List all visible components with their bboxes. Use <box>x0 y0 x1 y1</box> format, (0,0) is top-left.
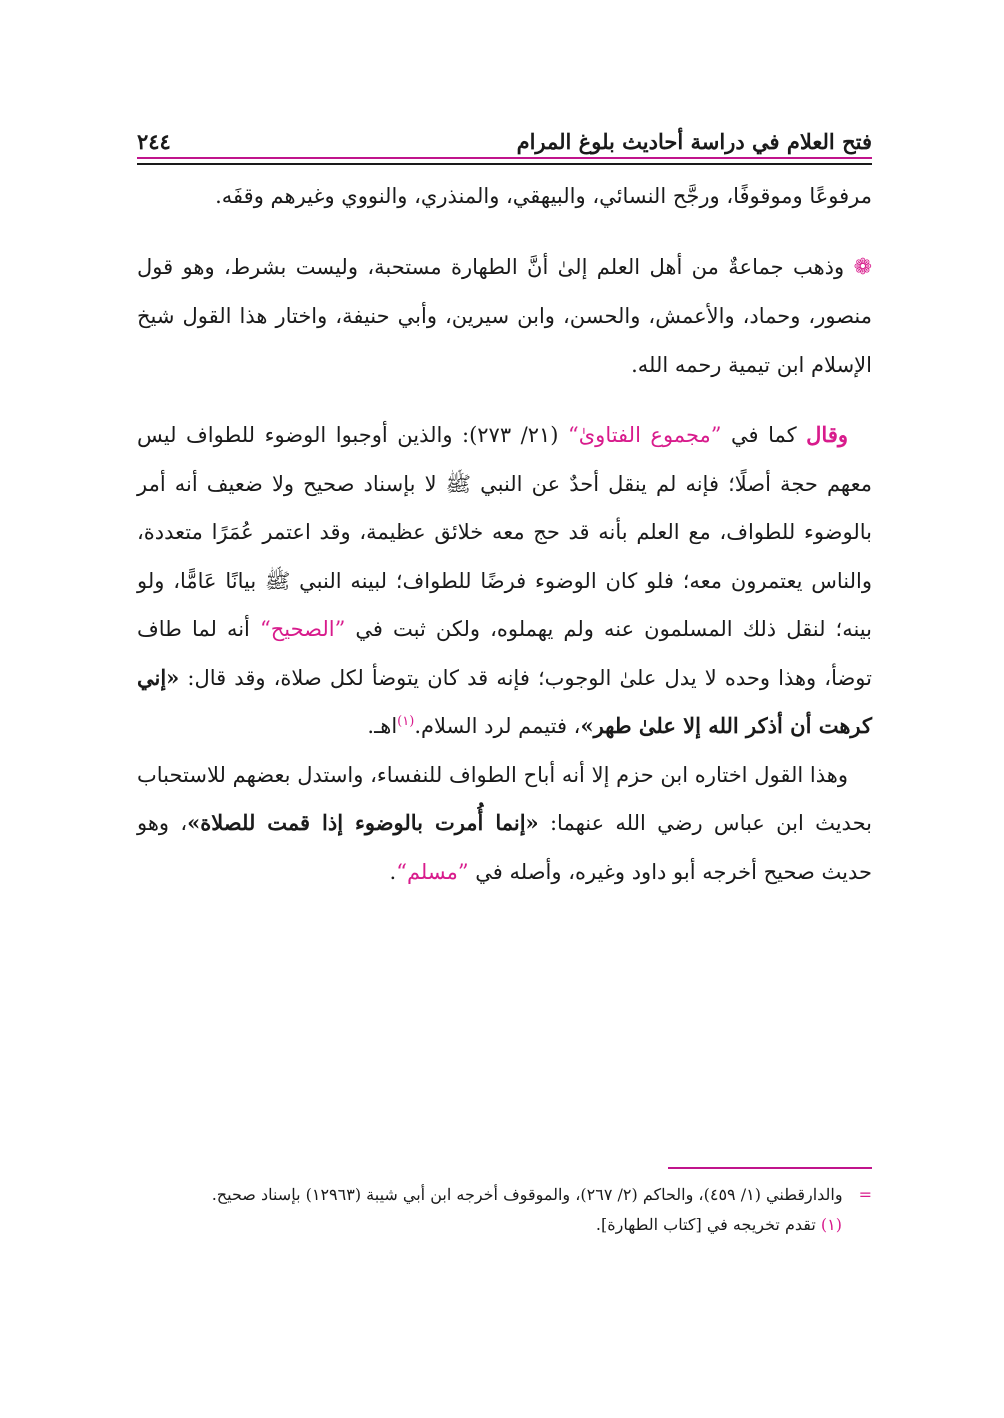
p3-text-a: كما في <box>721 423 807 447</box>
footnotes <box>137 1180 872 1240</box>
p3-text-d: ، فتيمم لرد السلام. <box>414 714 581 738</box>
footnote-continuation <box>137 1180 872 1210</box>
paragraph-2-text: وذهب جماعةٌ من أهل العلم إلىٰ أنَّ الطهارة مستحبة، وليست بشرط، وهو قول منصور، وحماد، والأعمش، والحسن، وابن سيرين، وأبي حنيفة، واختار هذا القول شيخ الإسلام ابن تيمية رحمه الله. <box>137 254 872 377</box>
footnote-continuation-text: والدارقطني (١/ ٤٥٩)، والحاكم (٢/ ٢٦٧)، والموقوف أخرجه ابن أبي شيبة (١٢٩٦٣) بإسناد صحيح. <box>211 1185 843 1204</box>
book-title-fatawa: ”مجموع الفتاوىٰ“ <box>568 423 722 447</box>
flower-icon: ❁ <box>853 254 872 280</box>
p4-text-a: وهذا القول اختاره ابن حزم إلا أنه أباح الطواف للنفساء، واستدل بعضهم للاستحباب بحديث ابن عباس رضي الله عنهما: <box>137 762 872 835</box>
footnote-1-text: تقدم تخريجه في [كتاب الطهارة]. <box>595 1215 821 1234</box>
header-rule-pink <box>137 157 872 159</box>
p3-text-b: (٢١/ ٢٧٣): والذين أوجبوا الوضوء للطواف ليس معهم حجة أصلًا؛ فإنه لم ينقل أحدٌ عن النبي ﷺ لا بإسناد صحيح ولا ضعيف أنه أمر بالوضوء للطواف، مع العلم بأنه قد حج معه خلائق عظيمة، وقد اعتمر عُمَرًا متعددة، والناس يعتمرون معه؛ فلو كان الوضوء فرضًا للطواف؛ لبينه النبي ﷺ بيانًا عَامًّا، ولو بينه؛ لنقل ذلك المسلمون عنه ولم يهملوه، ولكن ثبت في <box>137 423 872 641</box>
p4-text-b: ، وهو حديث صحيح أخرجه أبو داود وغيره، وأصله في <box>137 811 872 884</box>
footnote-ref-1[interactable]: (١) <box>397 714 415 729</box>
footnote-1 <box>137 1210 872 1240</box>
footnote-separator <box>668 1167 872 1169</box>
p3-text-end: اهـ. <box>367 714 398 738</box>
hadith-quote-1: «إني كرهت أن أذكر الله إلا علىٰ طهر» <box>137 664 872 738</box>
continuation-mark: = <box>858 1185 872 1204</box>
header-rule-dark <box>137 163 872 165</box>
paragraph-2 <box>137 243 872 390</box>
page-number: ٢٤٤ <box>137 129 171 154</box>
hadith-quote-2: «إنما أُمرت بالوضوء إذا قمت للصلاة» <box>187 810 539 835</box>
book-title-muslim: ”مسلم“ <box>396 859 469 884</box>
paragraph-1 <box>137 172 872 221</box>
paragraph-4 <box>137 751 872 897</box>
book-title-sahih: ”الصحيح“ <box>259 617 346 641</box>
footnote-1-number: (١) <box>820 1215 842 1234</box>
running-title: فتح العلام في دراسة أحاديث بلوغ المرام <box>516 129 872 154</box>
paragraph-3 <box>137 411 872 751</box>
main-text <box>137 172 872 896</box>
page-header <box>137 118 872 154</box>
paragraph-1-text: مرفوعًا وموقوفًا، ورجَّح النسائي، والبيهقي، والمنذري، والنووي وغيرهم وقفَه. <box>215 184 872 208</box>
lead-word: وقال <box>806 422 848 447</box>
p4-text-c: . <box>389 859 397 884</box>
p3-text-c: أنه لما طاف توضأ، وهذا وحده لا يدل علىٰ الوجوب؛ فإنه قد كان يتوضأ لكل صلاة، وقد قال: <box>137 617 872 690</box>
